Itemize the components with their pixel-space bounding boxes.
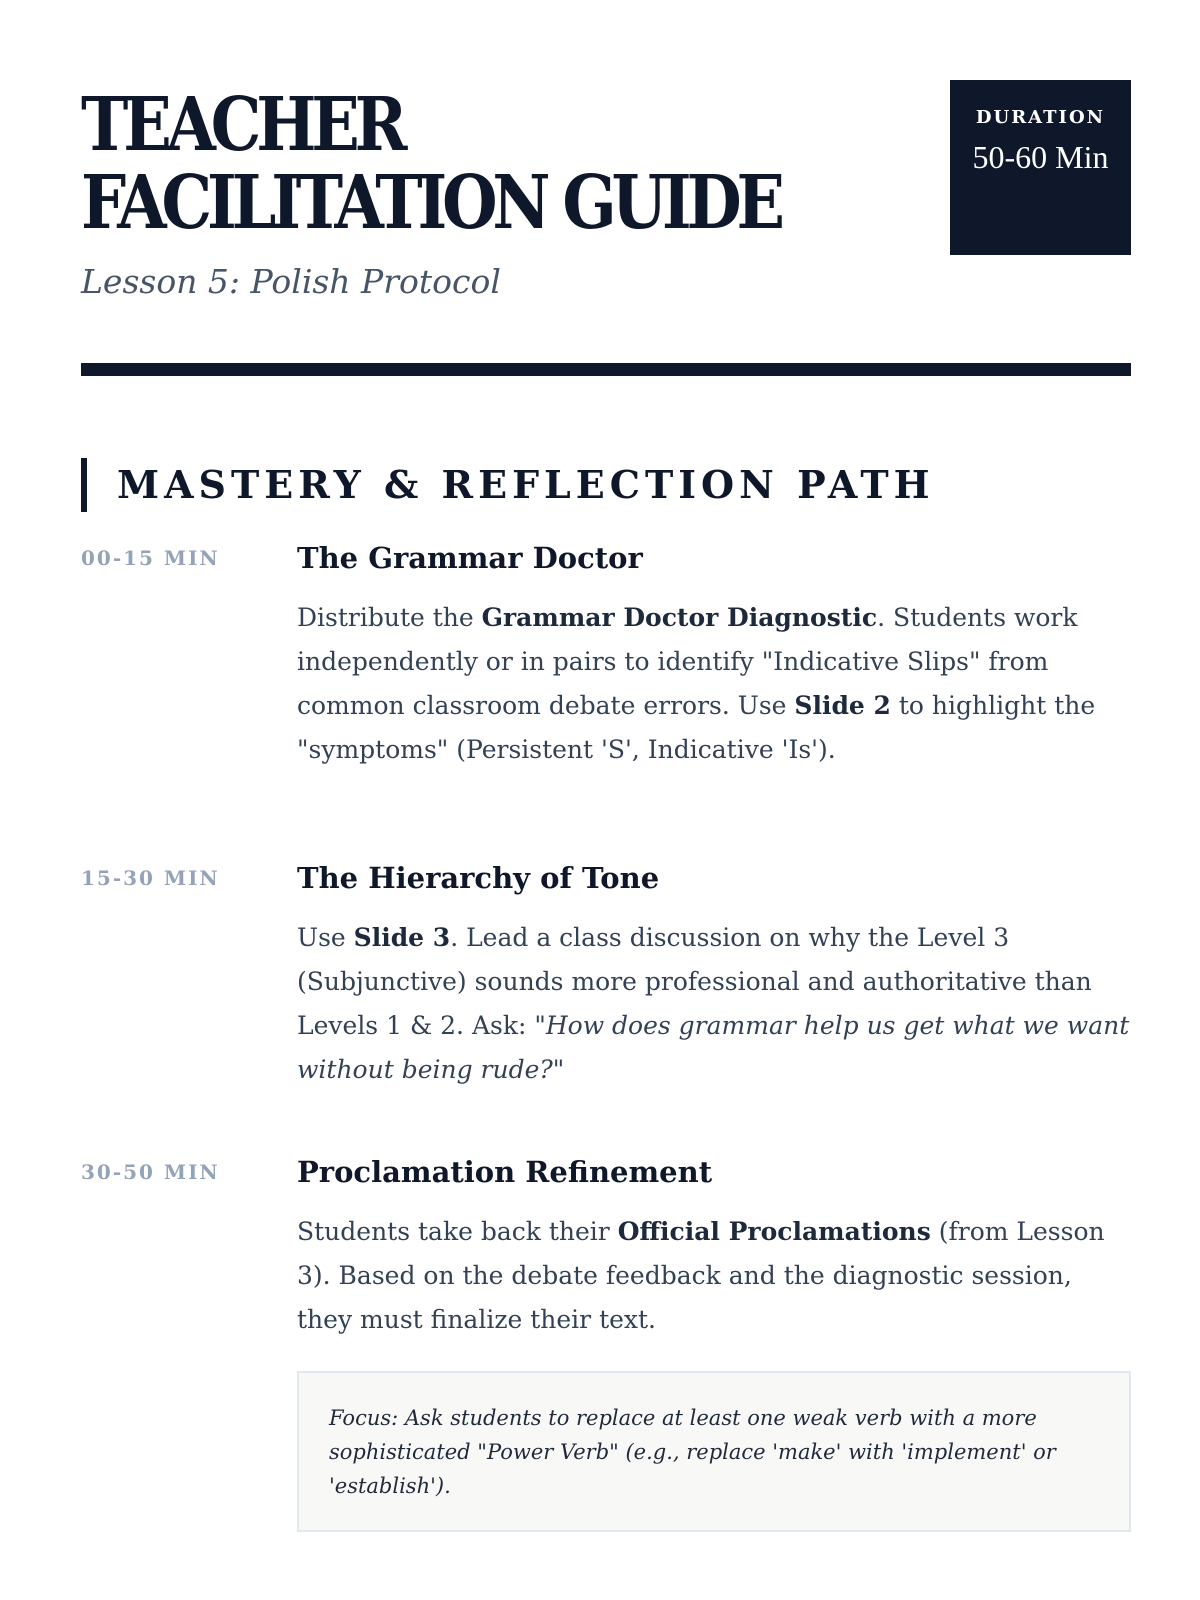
entry-title: The Hierarchy of Tone	[297, 861, 660, 895]
entry-title: The Grammar Doctor	[297, 541, 643, 575]
entry-description	[297, 1210, 1131, 1342]
duration-label: DURATION	[975, 107, 1106, 128]
entry-time: 30-50 MIN	[81, 1160, 220, 1184]
text-segment: to highlight the "symptoms" (Persistent 'S', Indicative 'Is').	[297, 691, 1096, 764]
bold-segment: Grammar Doctor Diagnostic	[481, 603, 878, 632]
text-segment: Students take back their	[297, 1217, 618, 1246]
bold-segment: Slide 3	[353, 923, 451, 952]
entry-title: Proclamation Refinement	[297, 1155, 713, 1189]
bold-segment: Slide 2	[794, 691, 891, 720]
title-line-2: FACILITATION GUIDE	[81, 160, 780, 246]
duration-value: 50-60 Min	[972, 139, 1109, 175]
text-segment: . Lead a class discussion on why the Level 3 (Subjunctive) sounds more professional and authoritative than Levels 1 & 2. Ask:	[297, 923, 1092, 1040]
header-divider	[81, 363, 1131, 376]
facilitation-guide-page	[81, 0, 1131, 1600]
entry-content	[297, 540, 1131, 772]
section-heading: MASTERY & REFLECTION PATH	[81, 458, 935, 512]
text-segment: Distribute the	[297, 603, 482, 632]
entry-time: 00-15 MIN	[81, 546, 220, 570]
entry-content	[297, 1154, 1131, 1532]
page-title	[81, 82, 780, 246]
title-line-1: TEACHER	[81, 82, 403, 168]
text-segment: Use	[297, 923, 354, 952]
bold-segment: Official Proclamations	[617, 1217, 931, 1246]
lesson-subtitle: Lesson 5: Polish Protocol	[81, 262, 501, 301]
text-segment: (from Lesson 3). Based on the debate feedback and the diagnostic session, they must finalize their text.	[297, 1217, 1105, 1334]
entry-description	[297, 596, 1131, 772]
italic-question: "How does grammar help us get what we want without being rude?"	[297, 1011, 1130, 1084]
entry-time: 15-30 MIN	[81, 866, 220, 890]
entry-description	[297, 916, 1131, 1092]
focus-callout: Focus: Ask students to replace at least one weak verb with a more sophisticated "Power Verb" (e.g., replace 'make' with 'implement' or 'establish').	[297, 1371, 1131, 1532]
guide-header	[81, 80, 1131, 310]
text-segment: . Students work independently or in pairs to identify "Indicative Slips" from common classroom debate errors. Use	[297, 603, 1078, 720]
entry-content	[297, 860, 1131, 1092]
duration-badge	[950, 80, 1131, 255]
